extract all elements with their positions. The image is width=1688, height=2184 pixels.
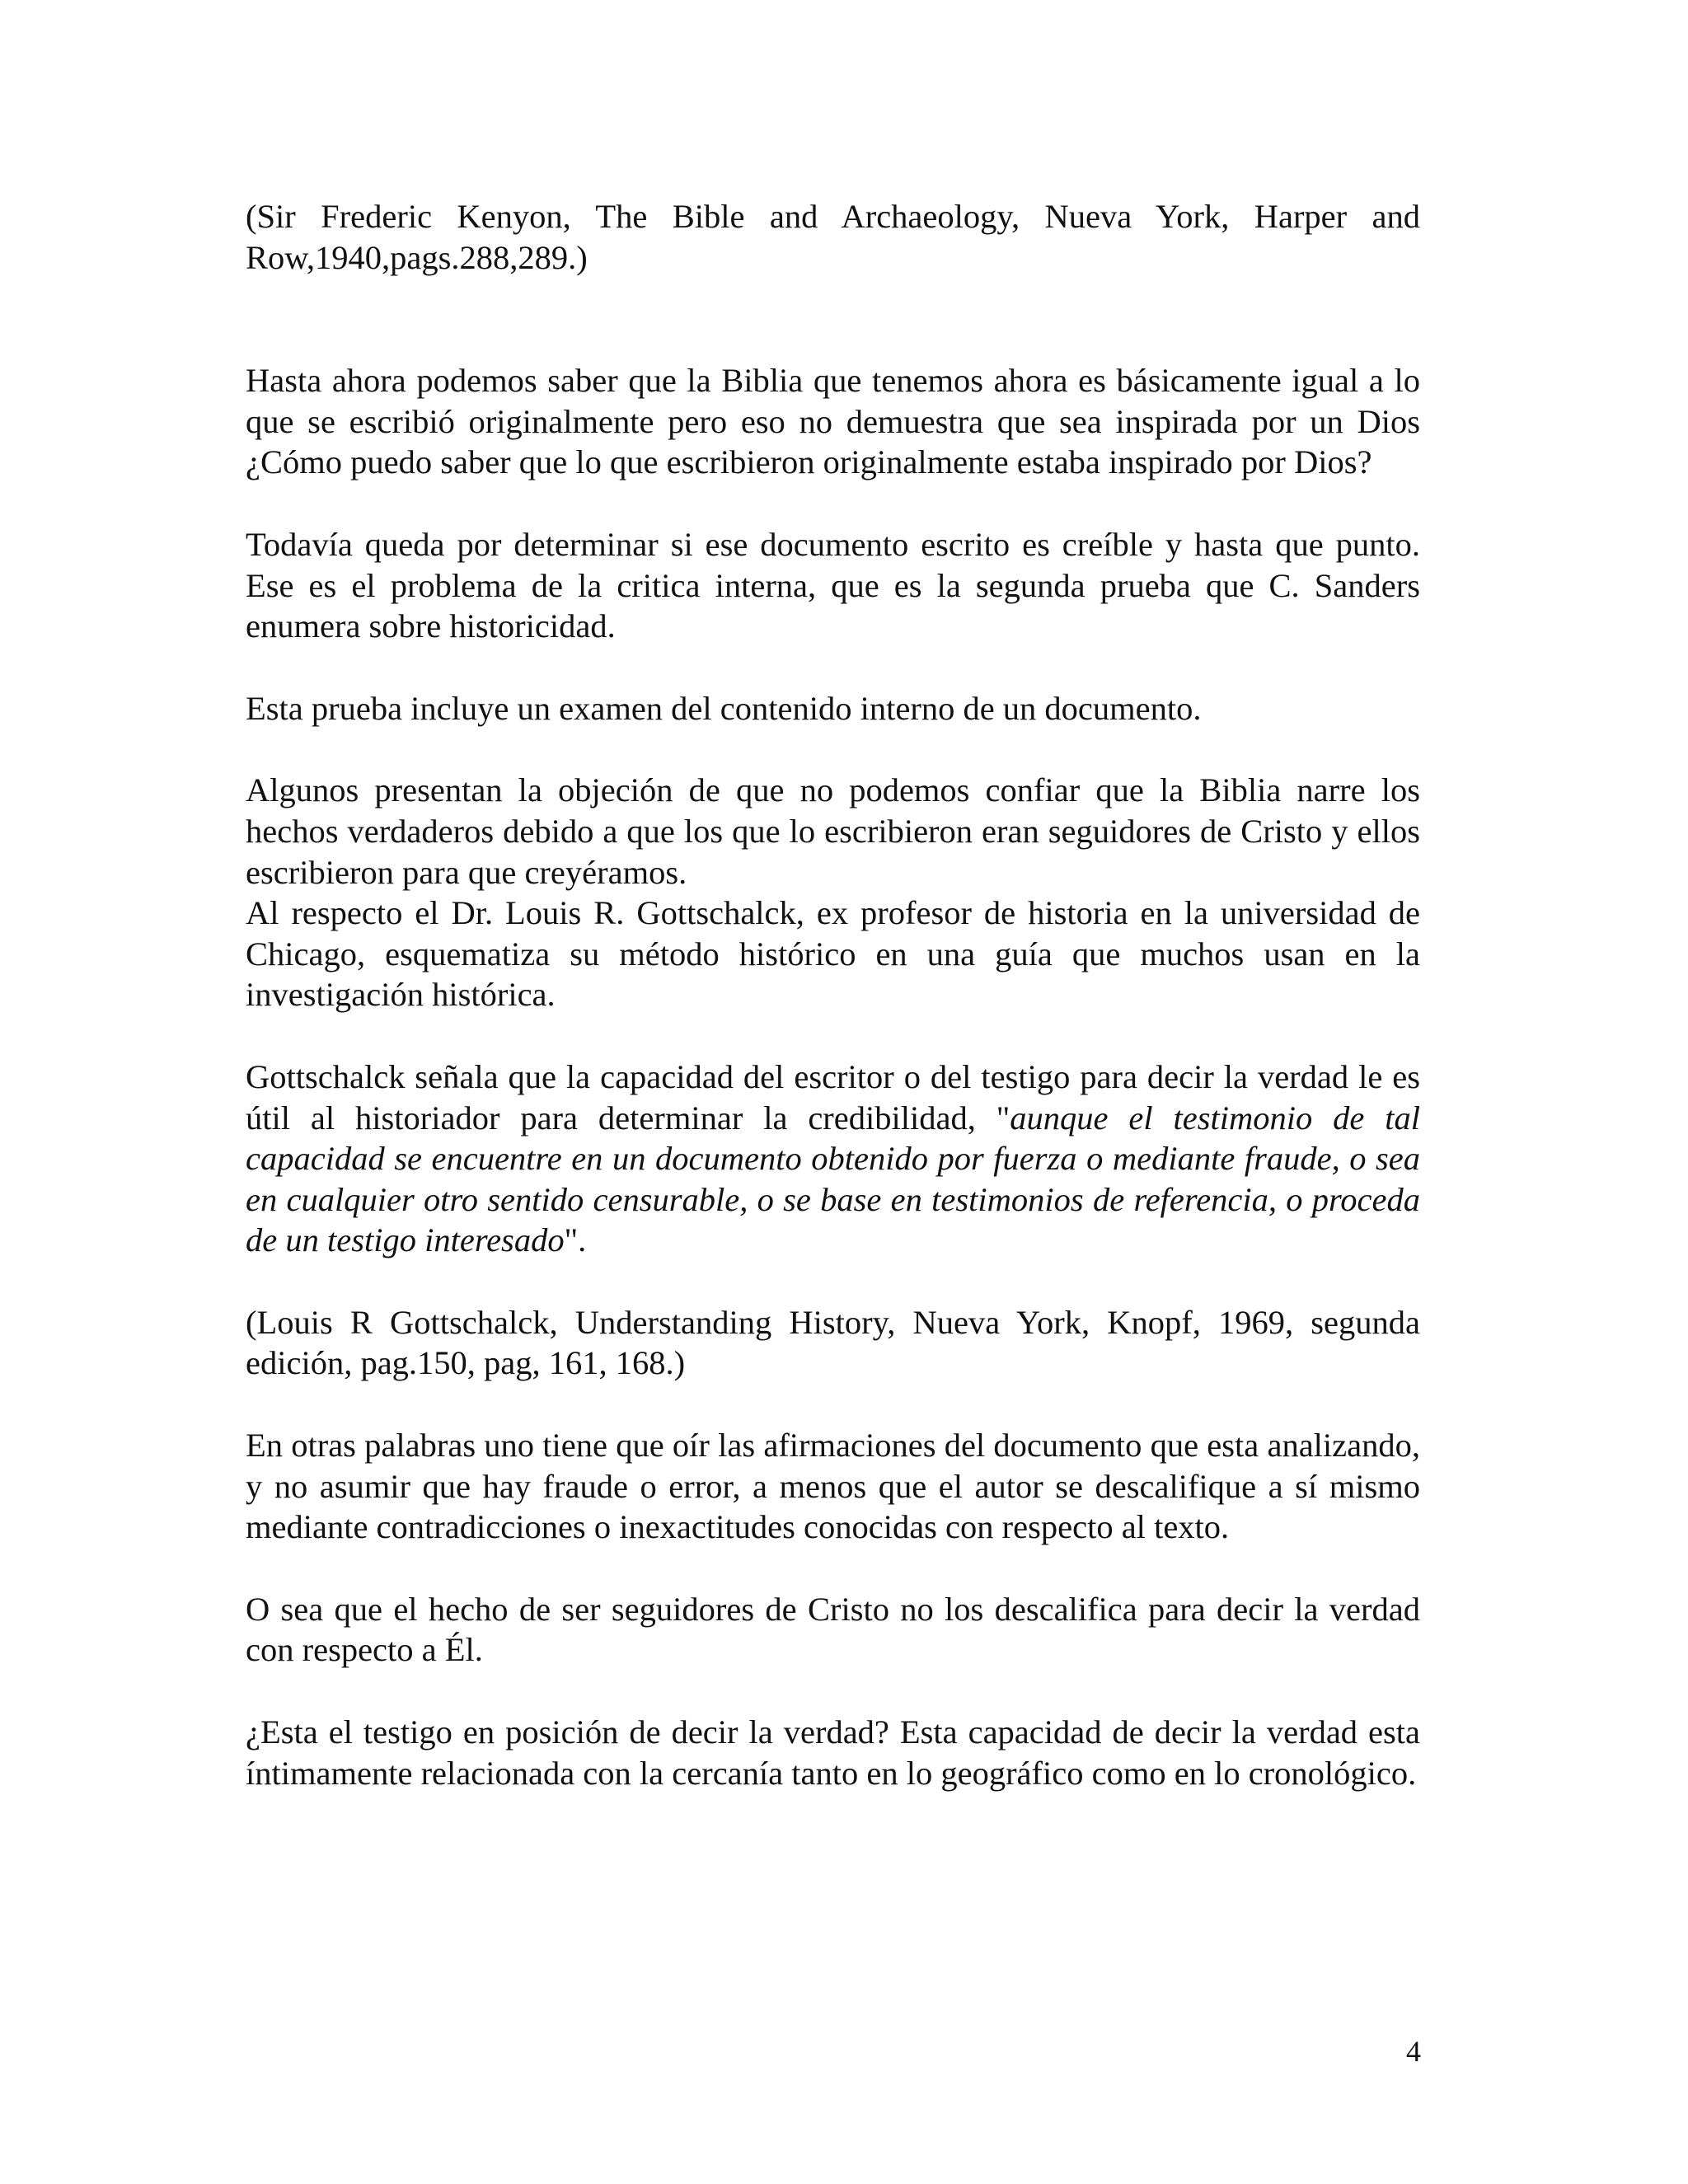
paragraph-spacer [246, 1261, 1420, 1302]
paragraph-spacer [246, 1384, 1420, 1425]
paragraph-gottschalck [246, 1057, 1420, 1261]
citation-gottschalck: (Louis R Gottschalck, Understanding History, Nueva York, Knopf, 1969, segunda edición, pag.150, pag, 161, 168.) [246, 1303, 1420, 1382]
paragraph-spacer [246, 278, 1420, 360]
paragraph-esta-el-testigo: ¿Esta el testigo en posición de decir la verdad? Esta capacidad de decir la verdad esta íntimamente relacionada con la cercanía tanto en lo geográfico como en lo cronológico. [246, 1713, 1420, 1792]
citation-kenyon: (Sir Frederic Kenyon, The Bible and Archaeology, Nueva York, Harper and Row,1940,pags.288,289.) [246, 198, 1420, 276]
paragraph-o-sea: O sea que el hecho de ser seguidores de Cristo no los descalifica para decir la verdad con respecto a Él. [246, 1590, 1420, 1669]
gottschalck-quote: aunque el testimonio de tal capacidad se encuentre en un documento obtenido por fuerza o mediante fraude, o sea en cualquier otro sentido censurable, o se base en testimonios de referencia, o proceda de un testigo interesado [246, 1099, 1420, 1259]
page-number: 4 [1406, 2035, 1421, 2068]
paragraph-algunos: Algunos presentan la objeción de que no podemos confiar que la Biblia narre los hechos verdaderos debido a que los que lo escribieron eran seguidores de Cristo y ellos escribieron para que creyéramos. [246, 771, 1420, 891]
paragraph-al-respecto: Al respecto el Dr. Louis R. Gottschalck, ex profesor de historia en la universidad de Chicago, esquematiza su método histórico en una guía que muchos usan en la investigación histórica. [246, 894, 1420, 1014]
paragraph-esta-prueba: Esta prueba incluye un examen del contenido interno de un documento. [246, 689, 1202, 727]
paragraph-hasta-ahora: Hasta ahora podemos saber que la Biblia que tenemos ahora es básicamente igual a lo que se escribió originalmente pero eso no demuestra que sea inspirada por un Dios ¿Cómo puedo saber que lo que escribieron originalmente estaba inspirado por Dios? [246, 362, 1420, 481]
paragraph-spacer [246, 1671, 1420, 1712]
paragraph-en-otras-palabras: En otras palabras uno tiene que oír las afirmaciones del documento que esta analizando, y no asumir que hay fraude o error, a menos que el autor se descalifique a sí mismo mediante contradicciones o inexactitudes conocidas con respecto al texto. [246, 1427, 1420, 1546]
gottschalck-quote-end: ". [564, 1221, 587, 1259]
paragraph-spacer [246, 729, 1420, 770]
document-body [246, 196, 1420, 1793]
paragraph-spacer [246, 483, 1420, 524]
paragraph-todavia: Todavía queda por determinar si ese documento escrito es creíble y hasta que punto. Ese es el problema de la critica interna, que es la segunda prueba que C. Sanders enumera sobre historicidad. [246, 525, 1420, 645]
paragraph-spacer [246, 1548, 1420, 1589]
paragraph-spacer [246, 1015, 1420, 1057]
gottschalck-intro-text: Gottschalck señala que la capacidad del escritor o del testigo para decir la verdad le es útil al historiador para determinar la credibilidad, " [246, 1057, 1420, 1137]
paragraph-spacer [246, 647, 1420, 688]
